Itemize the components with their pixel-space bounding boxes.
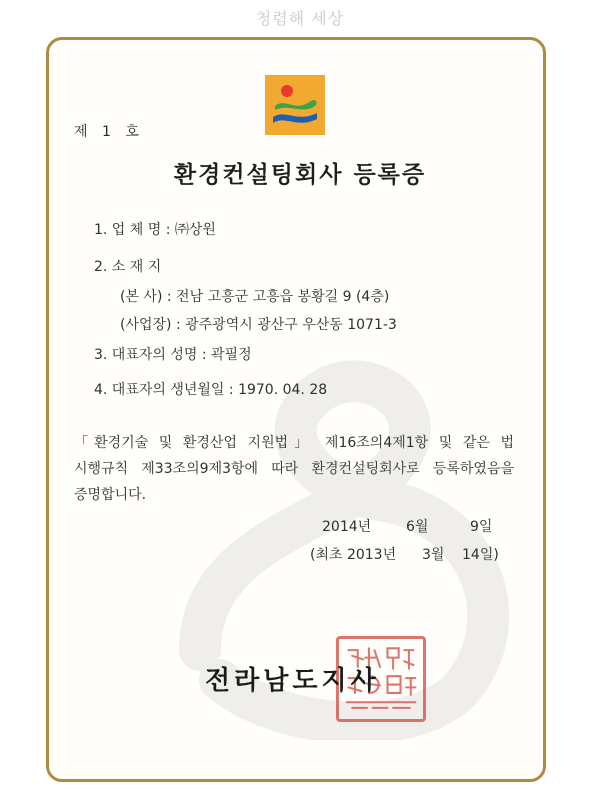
- head-office-label: (본 사) :: [120, 289, 177, 305]
- head-office-row: [120, 286, 389, 306]
- issue-day: 9일: [470, 519, 493, 535]
- issue-year: 2014년: [322, 519, 372, 535]
- company-name-label: 1. 업 체 명 :: [94, 222, 175, 238]
- statement-line-2: 시행규칙 제33조의9제3항에 따라 환경컨설팅회사로 등록하였음을: [74, 461, 514, 477]
- header-watermark: 청렴해 세상: [255, 9, 345, 28]
- workplace-label: (사업장) :: [120, 317, 186, 333]
- page-title: 환경컨설팅회사 등록증: [173, 162, 427, 188]
- issue-month: 6월: [406, 519, 429, 535]
- representative-birth-label: 4. 대표자의 생년월일 :: [94, 382, 239, 398]
- first-registration-day: 14일): [462, 547, 499, 563]
- statement-line-1: 「환경기술 및 환경산업 지원법」 제16조의4제1항 및 같은 법: [74, 435, 514, 451]
- company-name-row: [94, 219, 216, 239]
- representative-birth-value: 1970. 04. 28: [238, 382, 328, 398]
- jeollanamdo-logo: [265, 75, 325, 135]
- statement-line-3: 증명합니다.: [74, 487, 147, 503]
- workplace-row: [120, 314, 397, 334]
- workplace-value: 광주광역시 광산구 우산동 1071-3: [185, 317, 397, 333]
- head-office-value: 전남 고흥군 고흥읍 봉황길 9 (4층): [176, 289, 390, 305]
- issuer-name: 전라남도지사: [205, 666, 380, 696]
- location-label: 2. 소 재 지: [94, 259, 162, 275]
- certificate-number: 제 1 호: [74, 124, 144, 140]
- representative-name-row: [94, 344, 252, 364]
- first-registration-year: (최초 2013년: [310, 547, 397, 563]
- representative-birth-row: [94, 379, 327, 399]
- representative-name-value: 곽필정: [211, 347, 252, 363]
- representative-name-label: 3. 대표자의 성명 :: [94, 347, 212, 363]
- certification-statement: [74, 430, 514, 508]
- first-registration-month: 3월: [422, 547, 445, 563]
- company-name-value: ㈜상원: [174, 222, 216, 238]
